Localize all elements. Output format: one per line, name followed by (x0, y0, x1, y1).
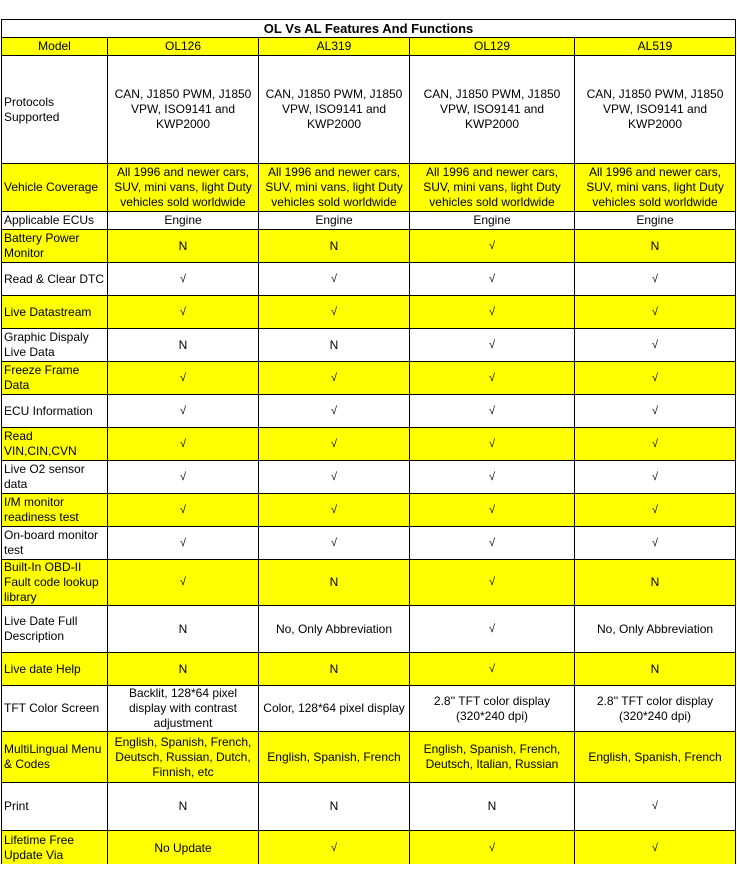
value-cell (259, 732, 410, 783)
value-cell (575, 494, 736, 527)
cell-value: N (178, 799, 188, 813)
feature-label: Battery Power Monitor (2, 230, 108, 263)
value-cell (108, 494, 259, 527)
cell-value: N (178, 337, 188, 352)
value-cell (259, 560, 410, 606)
model-header-al319: AL319 (259, 38, 410, 56)
value-cell (259, 428, 410, 461)
value-cell (410, 329, 575, 362)
checkmark-icon: √ (651, 338, 659, 351)
checkmark-icon: √ (488, 470, 496, 483)
value-cell (575, 428, 736, 461)
value-cell (259, 527, 410, 560)
cell-value: Color, 128*64 pixel display (263, 701, 405, 715)
checkmark-icon: √ (179, 536, 187, 549)
checkmark-icon: √ (488, 338, 496, 351)
value-cell (108, 164, 259, 212)
checkmark-icon: √ (179, 576, 187, 588)
cell-value: 2.8'' TFT color display (320*240 dpi) (596, 693, 714, 723)
cell-value: N (487, 799, 497, 813)
checkmark-icon: √ (488, 662, 496, 675)
value-cell (575, 212, 736, 230)
cell-value: N (329, 575, 339, 589)
table-row (2, 653, 736, 686)
cell-value: Engine (473, 213, 511, 227)
feature-label: Live O2 sensor data (2, 461, 108, 494)
cell-value: N (178, 661, 188, 676)
checkmark-icon: √ (330, 470, 338, 483)
cell-value: English, Spanish, French, Deutsch, Russian, Dutch, Finnish, etc (114, 734, 252, 779)
checkmark-icon: √ (488, 305, 496, 318)
value-cell (259, 395, 410, 428)
cell-value: CAN, J1850 PWM, J1850 VPW, ISO9141 and KWP2000 (114, 87, 252, 131)
value-cell (410, 527, 575, 560)
value-cell (108, 732, 259, 783)
checkmark-icon: √ (488, 404, 496, 417)
cell-value: English, Spanish, French, Deutsch, Italian, Russian (423, 742, 561, 771)
table-row (2, 560, 736, 606)
checkmark-icon: √ (651, 272, 659, 285)
value-cell (410, 732, 575, 783)
checkmark-icon: √ (330, 272, 338, 285)
feature-label: Read VIN,CIN,CVN (2, 428, 108, 461)
value-cell (108, 560, 259, 606)
feature-label: ECU Information (2, 395, 108, 428)
cell-value: N (650, 238, 660, 253)
checkmark-icon: √ (330, 371, 338, 384)
feature-label: Vehicle Coverage (2, 164, 108, 212)
table-row (2, 686, 736, 732)
value-cell (108, 686, 259, 732)
title-row (2, 20, 736, 38)
cell-value: N (178, 238, 188, 253)
value-cell (575, 56, 736, 164)
value-cell (410, 560, 575, 606)
checkmark-icon: √ (651, 470, 659, 483)
checkmark-icon: √ (488, 841, 496, 854)
value-cell (108, 362, 259, 395)
table-row (2, 428, 736, 461)
value-cell (575, 296, 736, 329)
feature-label: MultiLingual Menu & Codes (2, 732, 108, 783)
feature-label: Applicable ECUs (2, 212, 108, 230)
value-cell (410, 461, 575, 494)
value-cell (259, 461, 410, 494)
checkmark-icon: √ (179, 437, 187, 450)
table-body (2, 56, 736, 866)
value-cell (575, 527, 736, 560)
feature-label: Print (2, 783, 108, 831)
page-bottom-margin (0, 864, 737, 896)
checkmark-icon: √ (651, 404, 659, 417)
cell-value: N (329, 238, 339, 253)
feature-label: Freeze Frame Data (2, 362, 108, 395)
value-cell (259, 56, 410, 164)
value-cell (108, 230, 259, 263)
value-cell (259, 831, 410, 866)
value-cell (259, 230, 410, 263)
value-cell (575, 732, 736, 783)
checkmark-icon: √ (179, 305, 187, 318)
cell-value: All 1996 and newer cars, SUV, mini vans, light Duty vehicles sold worldwide (265, 165, 403, 209)
table-title: OL Vs AL Features And Functions (2, 20, 736, 38)
value-cell (259, 263, 410, 296)
value-cell (108, 56, 259, 164)
checkmark-icon: √ (179, 404, 187, 417)
feature-label: On-board monitor test (2, 527, 108, 560)
cell-value: N (650, 661, 660, 676)
value-cell (575, 263, 736, 296)
table-row (2, 230, 736, 263)
feature-label: Live Date Full Description (2, 606, 108, 653)
feature-label: Built-In OBD-II Fault code lookup library (2, 560, 108, 606)
feature-label: Live Datastream (2, 296, 108, 329)
cell-value: All 1996 and newer cars, SUV, mini vans, light Duty vehicles sold worldwide (114, 165, 252, 209)
checkmark-icon: √ (651, 800, 659, 812)
checkmark-icon: √ (179, 272, 187, 285)
value-cell (259, 362, 410, 395)
checkmark-icon: √ (330, 503, 338, 516)
checkmark-icon: √ (330, 404, 338, 417)
value-cell (410, 395, 575, 428)
value-cell (575, 395, 736, 428)
table-row (2, 56, 736, 164)
checkmark-icon: √ (488, 239, 496, 252)
cell-value: All 1996 and newer cars, SUV, mini vans, light Duty vehicles sold worldwide (423, 165, 561, 209)
value-cell (575, 461, 736, 494)
value-cell (410, 263, 575, 296)
value-cell (259, 296, 410, 329)
value-cell (575, 560, 736, 606)
value-cell (259, 329, 410, 362)
value-cell (410, 783, 575, 831)
checkmark-icon: √ (488, 272, 496, 285)
checkmark-icon: √ (330, 437, 338, 450)
table-row (2, 783, 736, 831)
cell-value: N (178, 621, 188, 636)
value-cell (410, 606, 575, 653)
checkmark-icon: √ (330, 841, 338, 854)
table-row (2, 606, 736, 653)
cell-value: CAN, J1850 PWM, J1850 VPW, ISO9141 and KWP2000 (423, 87, 561, 131)
feature-label: Graphic Dispaly Live Data (2, 329, 108, 362)
value-cell (575, 686, 736, 732)
model-header-al519: AL519 (575, 38, 736, 56)
table-row (2, 831, 736, 866)
cell-value: English, Spanish, French (267, 749, 401, 764)
value-cell (410, 212, 575, 230)
table-row (2, 164, 736, 212)
cell-value: Engine (636, 213, 674, 227)
cell-value: No, Only Abbreviation (596, 621, 714, 636)
checkmark-icon: √ (488, 503, 496, 516)
value-cell (259, 606, 410, 653)
checkmark-icon: √ (488, 622, 496, 635)
cell-value: Backlit, 128*64 pixel display with contrast adjustment (128, 686, 238, 730)
table-row (2, 212, 736, 230)
feature-label: I/M monitor readiness test (2, 494, 108, 527)
feature-label: Live date Help (2, 653, 108, 686)
feature-label: Protocols Supported (2, 56, 108, 164)
table-row (2, 329, 736, 362)
value-cell (410, 296, 575, 329)
feature-label: TFT Color Screen (2, 686, 108, 732)
value-cell (575, 831, 736, 866)
value-cell (108, 606, 259, 653)
model-header: Model (2, 38, 108, 56)
checkmark-icon: √ (488, 437, 496, 450)
value-cell (410, 428, 575, 461)
model-header-ol129: OL129 (410, 38, 575, 56)
value-cell (410, 686, 575, 732)
table-row (2, 461, 736, 494)
value-cell (108, 395, 259, 428)
feature-label: Read & Clear DTC (2, 263, 108, 296)
value-cell (410, 362, 575, 395)
value-cell (108, 263, 259, 296)
value-cell (575, 606, 736, 653)
checkmark-icon: √ (488, 371, 496, 384)
cell-value: N (329, 799, 339, 813)
checkmark-icon: √ (488, 536, 496, 549)
checkmark-icon: √ (488, 576, 496, 588)
value-cell (410, 831, 575, 866)
value-cell (410, 164, 575, 212)
value-cell (259, 494, 410, 527)
cell-value: English, Spanish, French (588, 749, 722, 764)
feature-label: Lifetime Free Update Via (2, 831, 108, 866)
value-cell (108, 783, 259, 831)
value-cell (108, 296, 259, 329)
value-cell (259, 686, 410, 732)
value-cell (575, 164, 736, 212)
checkmark-icon: √ (651, 305, 659, 318)
value-cell (575, 230, 736, 263)
table-row (2, 494, 736, 527)
value-cell (259, 783, 410, 831)
model-header-ol126: OL126 (108, 38, 259, 56)
value-cell (575, 329, 736, 362)
cell-value: N (650, 575, 660, 589)
cell-value: Engine (164, 213, 202, 227)
value-cell (575, 653, 736, 686)
cell-value: N (329, 661, 339, 676)
checkmark-icon: √ (651, 371, 659, 384)
cell-value: CAN, J1850 PWM, J1850 VPW, ISO9141 and KWP2000 (586, 87, 724, 131)
value-cell (108, 653, 259, 686)
table-row (2, 395, 736, 428)
cell-value: No, Only Abbreviation (275, 621, 393, 636)
header-row (2, 38, 736, 56)
checkmark-icon: √ (330, 305, 338, 318)
checkmark-icon: √ (651, 437, 659, 450)
value-cell (259, 653, 410, 686)
checkmark-icon: √ (651, 503, 659, 516)
checkmark-icon: √ (179, 371, 187, 384)
value-cell (108, 428, 259, 461)
cell-value: CAN, J1850 PWM, J1850 VPW, ISO9141 and KWP2000 (265, 87, 403, 131)
value-cell (108, 329, 259, 362)
cell-value: Engine (315, 213, 353, 227)
checkmark-icon: √ (651, 841, 659, 854)
value-cell (108, 461, 259, 494)
checkmark-icon: √ (179, 503, 187, 516)
cell-value: All 1996 and newer cars, SUV, mini vans, light Duty vehicles sold worldwide (586, 165, 724, 209)
value-cell (108, 527, 259, 560)
comparison-table (1, 19, 736, 866)
cell-value: No Update (154, 840, 212, 855)
value-cell (410, 494, 575, 527)
checkmark-icon: √ (651, 536, 659, 549)
table-row (2, 362, 736, 395)
table-row (2, 527, 736, 560)
value-cell (259, 164, 410, 212)
value-cell (575, 783, 736, 831)
value-cell (410, 56, 575, 164)
value-cell (259, 212, 410, 230)
value-cell (108, 212, 259, 230)
checkmark-icon: √ (330, 536, 338, 549)
value-cell (410, 230, 575, 263)
value-cell (410, 653, 575, 686)
value-cell (575, 362, 736, 395)
cell-value: N (329, 337, 339, 352)
cell-value: 2.8'' TFT color display (320*240 dpi) (433, 693, 551, 723)
table-row (2, 732, 736, 783)
checkmark-icon: √ (179, 470, 187, 483)
table-row (2, 296, 736, 329)
table-row (2, 263, 736, 296)
value-cell (108, 831, 259, 866)
